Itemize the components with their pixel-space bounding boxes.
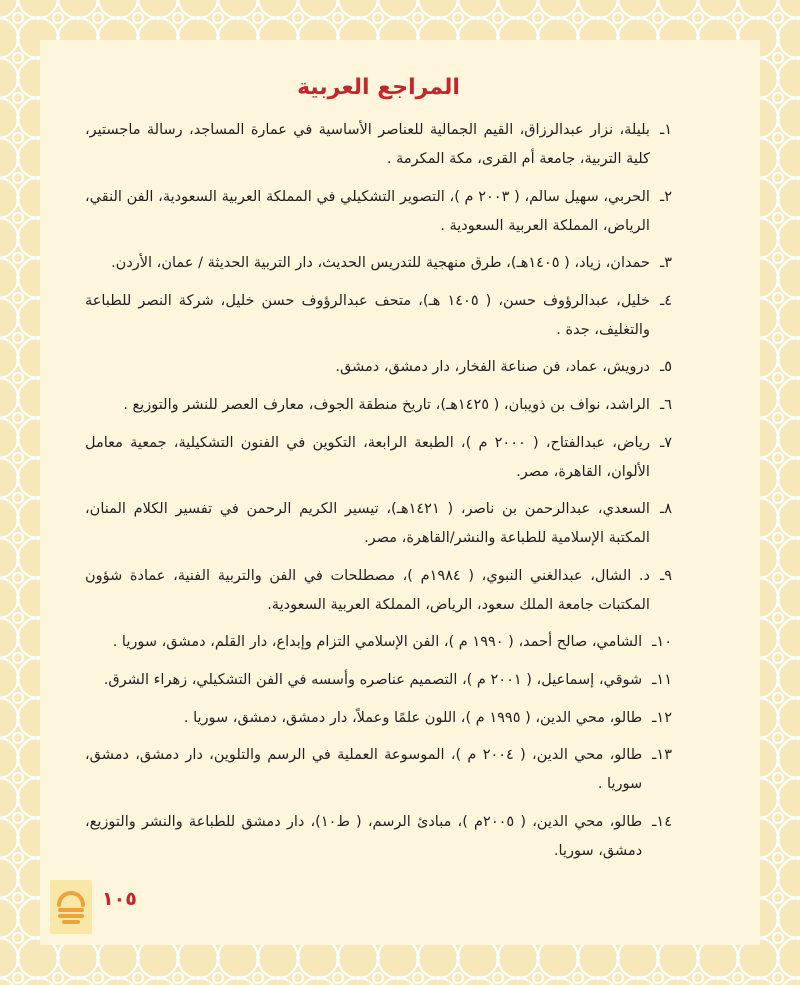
reference-text: طالو، محي الدين، ( ٢٠٠٥م )، مبادئ الرسم، ( ط١٠)، دار دمشق للطباعة والنشر والتوزيع، دمشق، سوريا. bbox=[85, 813, 643, 859]
reference-text: رياض، عبدالفتاح، ( ٢٠٠٠ م )، الطبعة الرابعة، التكوين في الفنون التشكيلية، جمعية معامل الألوان، القاهرة، مصر. bbox=[85, 434, 650, 480]
reference-number: ٧ـ bbox=[659, 434, 672, 451]
reference-item bbox=[85, 666, 672, 695]
reference-item bbox=[85, 741, 672, 799]
reference-item bbox=[85, 808, 672, 866]
reference-item bbox=[85, 704, 672, 733]
references-list bbox=[85, 116, 672, 866]
reference-text: الراشد، نواف بن ذويبان، ( ١٤٢٥هـ)، تاريخ منطقة الجوف، معارف العصر للنشر والتوزيع . bbox=[123, 397, 650, 414]
publisher-logo-icon bbox=[50, 880, 92, 934]
reference-text: درويش، عماد، فن صناعة الفخار، دار دمشق، دمشق. bbox=[335, 359, 650, 376]
reference-number: ١٤ـ bbox=[652, 813, 672, 830]
reference-item bbox=[85, 183, 672, 241]
reference-item bbox=[85, 562, 672, 620]
reference-number: ١٣ـ bbox=[652, 747, 672, 764]
reference-text: طالو، محي الدين، ( ١٩٩٥ م )، اللون علمًا وعملاً، دار دمشق، دمشق، سوريا . bbox=[183, 709, 643, 726]
page-number: ١٠٥ bbox=[102, 888, 137, 910]
reference-number: ١٢ـ bbox=[652, 709, 672, 726]
reference-text: السعدي، عبدالرحمن بن ناصر، ( ١٤٢١هـ)، تيسير الكريم الرحمن في تفسير الكلام المنان، المكتبة الإسلامية للطباعة والنشر/القاهرة، مصر. bbox=[85, 501, 650, 547]
reference-number: ٣ـ bbox=[659, 255, 672, 272]
reference-number: ٩ـ bbox=[659, 567, 672, 584]
page-title: المراجع العربية bbox=[297, 75, 460, 100]
reference-number: ٥ـ bbox=[659, 359, 672, 376]
reference-number: ٦ـ bbox=[659, 397, 672, 414]
reference-text: الشامي، صالح أحمد، ( ١٩٩٠ م )، الفن الإسلامي التزام وإبداع، دار القلم، دمشق، سوريا . bbox=[112, 634, 643, 651]
reference-text: بليلة، نزار عبدالرزاق، القيم الجمالية للعناصر الأساسية في عمارة المساجد، رسالة ماجستير، كلية التربية، جامعة أم القرى، مكة المكرمة . bbox=[85, 122, 650, 167]
reference-item bbox=[85, 628, 672, 657]
reference-text: حمدان، زياد، ( ١٤٠٥هـ)، طرق منهجية للتدريس الحديث، دار التربية الحديثة / عمان، الأردن. bbox=[111, 255, 650, 272]
reference-number: ١١ـ bbox=[652, 672, 672, 689]
reference-number: ١ـ bbox=[659, 122, 672, 138]
reference-number: ٤ـ bbox=[659, 292, 672, 309]
reference-item bbox=[85, 495, 672, 553]
reference-number: ٢ـ bbox=[659, 188, 672, 205]
reference-text: خليل، عبدالرؤوف حسن، ( ١٤٠٥ هـ)، متحف عبدالرؤوف حسن خليل، شركة النصر للطباعة والتغليف، جدة . bbox=[85, 292, 650, 338]
reference-item bbox=[85, 429, 672, 487]
reference-item bbox=[85, 287, 672, 345]
reference-text: الحربي، سهيل سالم، ( ٢٠٠٣ م )، التصوير التشكيلي في المملكة العربية السعودية، الفن النقي، الرياض، المملكة العربية السعودية . bbox=[85, 188, 650, 234]
reference-number: ٨ـ bbox=[659, 501, 672, 518]
reference-text: د. الشال، عبدالغني النبوي، ( ١٩٨٤م )، مصطلحات في الفن والتربية الفنية، عمادة شؤون المكتبات جامعة الملك سعود، الرياض، المملكة العربية السعودية. bbox=[85, 567, 650, 613]
reference-item bbox=[85, 249, 672, 278]
reference-text: طالو، محي الدين، ( ٢٠٠٤ م )، الموسوعة العملية في الرسم والتلوين، دار دمشق، دمشق، سوريا . bbox=[85, 747, 643, 793]
reference-number: ١٠ـ bbox=[652, 634, 672, 651]
reference-item bbox=[85, 116, 672, 174]
reference-item bbox=[85, 353, 672, 382]
reference-text: شوقي، إسماعيل، ( ٢٠٠١ م )، التصميم عناصره وأسسه في الفن التشكيلي، زهراء الشرق. bbox=[103, 672, 643, 689]
page-sheet bbox=[40, 40, 760, 945]
reference-item bbox=[85, 391, 672, 420]
